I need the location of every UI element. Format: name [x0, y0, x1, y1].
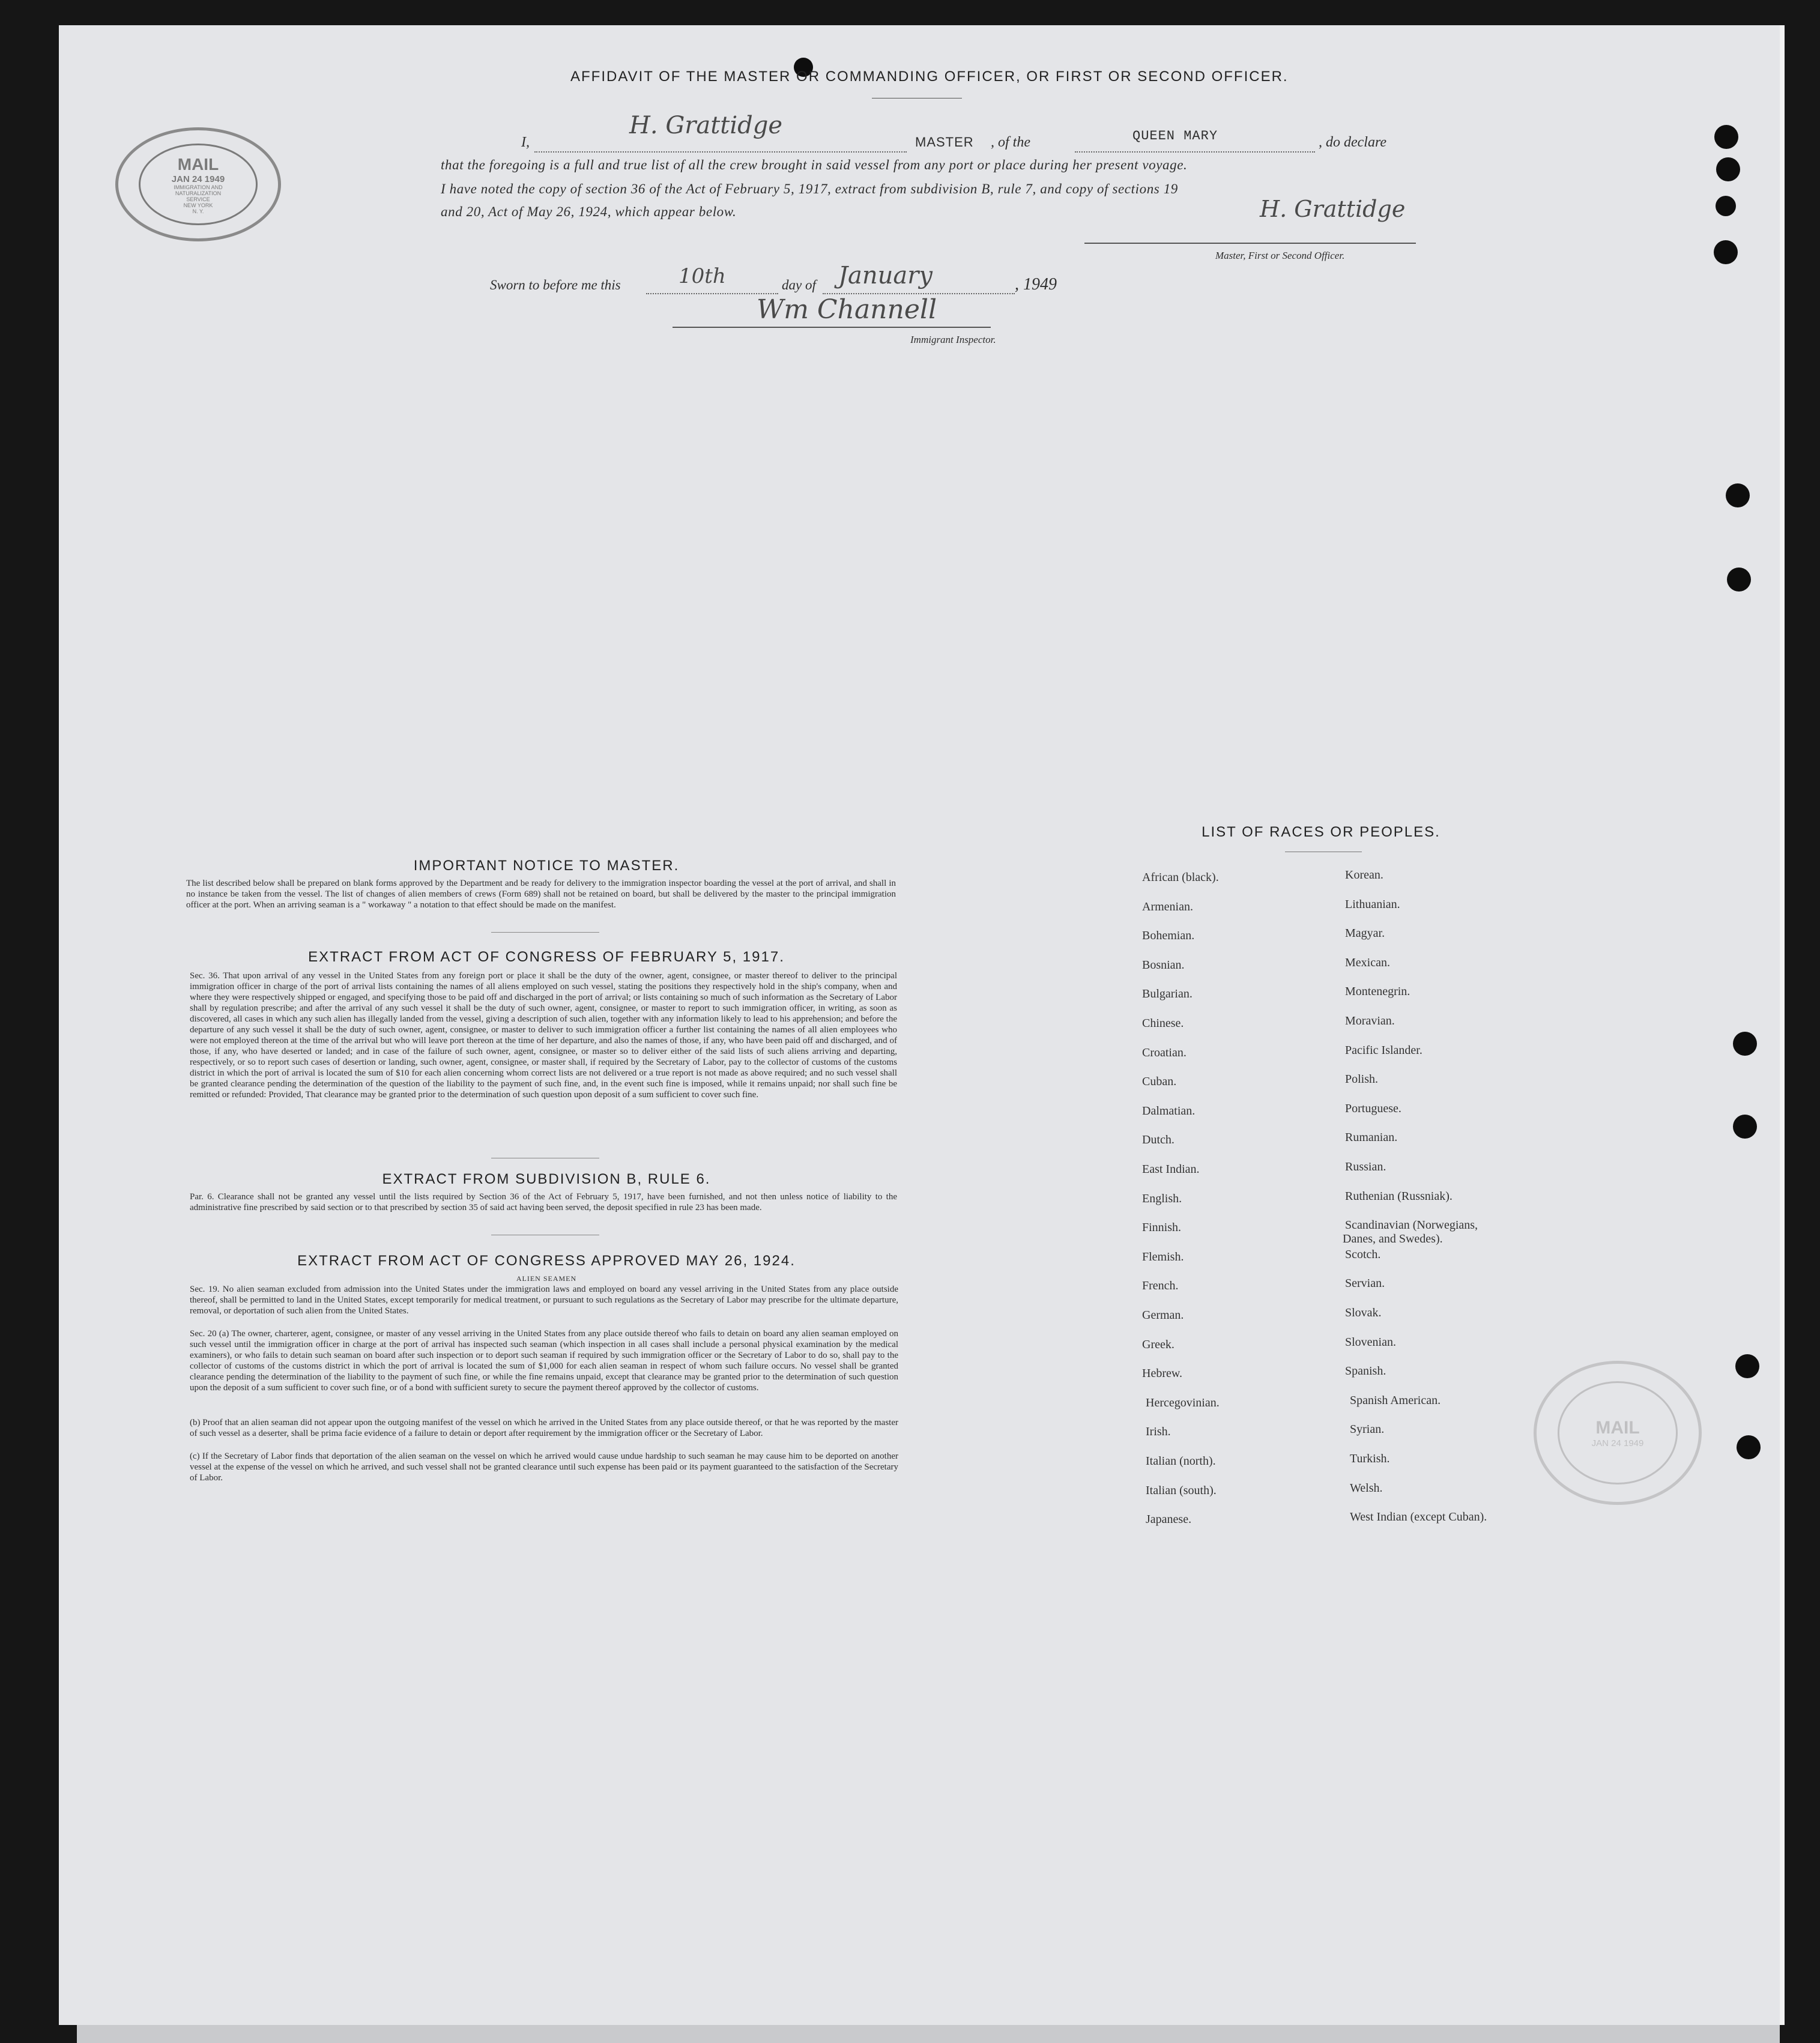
race-item: Servian.	[1345, 1277, 1385, 1290]
sworn-year: , 1949	[1015, 275, 1057, 294]
race-item: Hercegovinian.	[1146, 1396, 1220, 1409]
do-declare-label: , do declare	[1319, 135, 1387, 150]
race-item: Pacific Islander.	[1345, 1044, 1422, 1057]
race-item: African (black).	[1142, 871, 1219, 884]
race-item: English.	[1142, 1192, 1182, 1205]
race-item: Magyar.	[1345, 927, 1385, 940]
punch-hole	[1726, 483, 1750, 507]
punch-hole	[1737, 1435, 1761, 1459]
sworn-day: 10th	[679, 264, 726, 288]
race-item: Scotch.	[1345, 1248, 1381, 1261]
race-item: Bohemian.	[1142, 929, 1195, 942]
race-item: Spanish.	[1345, 1364, 1386, 1378]
stamp-line-5: N. Y.	[192, 208, 204, 214]
master-name-handwriting: H. Grattidge	[629, 112, 783, 139]
race-item: Turkish.	[1350, 1452, 1390, 1465]
extract2-body: Par. 6. Clearance shall not be granted any vessel until the lists required by Section 36 of the Act of February 5, 1917, have been furnished, and not then unless notice of liability to the administrative fine prescribed by said section or to that prescribed by section 35 of said act having been served, the deposit specified in rule 23 has been made.	[190, 1192, 897, 1212]
punch-hole	[1727, 568, 1751, 592]
inspector-line	[673, 327, 991, 328]
inspector-signature: Wm Channell	[757, 294, 937, 325]
affidavit-title: AFFIDAVIT OF THE MASTER OR COMMANDING OFFICER, OR FIRST OR SECOND OFFICER.	[570, 68, 1289, 85]
race-item: Greek.	[1142, 1338, 1175, 1351]
race-item: Hebrew.	[1142, 1367, 1183, 1380]
race-item: Korean.	[1345, 868, 1383, 882]
sworn-day-of: day of	[782, 277, 816, 292]
vessel-name: QUEEN MARY	[1132, 129, 1218, 144]
of-the-label: , of the	[991, 135, 1030, 150]
race-item: Slovak.	[1345, 1306, 1382, 1319]
race-item: Bosnian.	[1142, 958, 1185, 972]
stamp-line-4: NEW YORK	[183, 202, 213, 208]
race-item: Chinese.	[1142, 1017, 1184, 1030]
race-item: Japanese.	[1146, 1513, 1192, 1526]
race-item: Flemish.	[1142, 1250, 1184, 1264]
extract3-subtitle: ALIEN SEAMEN	[516, 1274, 577, 1283]
punch-hole	[1714, 125, 1738, 149]
stamp-mail-text: MAIL	[1595, 1417, 1640, 1438]
page-shadow	[77, 2025, 1780, 2043]
affidavit-line-2: that the foregoing is a full and true list of all the crew brought in said vessel from any port or place during her present voyage.	[441, 157, 1188, 172]
affidavit-line-4: and 20, Act of May 26, 1924, which appear below.	[441, 204, 737, 219]
vessel-name-line	[1075, 151, 1315, 153]
inspector-caption: Immigrant Inspector.	[910, 334, 996, 345]
master-label: MASTER	[915, 135, 974, 150]
race-item: Bulgarian.	[1142, 987, 1193, 1000]
master-name-line	[534, 151, 907, 153]
punch-hole	[1714, 240, 1738, 264]
race-item: Moravian.	[1345, 1014, 1395, 1028]
stamp-date: JAN 24 1949	[1591, 1438, 1644, 1448]
race-item: Italian (south).	[1146, 1484, 1217, 1497]
race-item: Ruthenian (Russniak).	[1345, 1190, 1453, 1203]
race-item: East Indian.	[1142, 1163, 1200, 1176]
extract3-sec20a: Sec. 20 (a) The owner, charterer, agent, consignee, or master of any vessel arriving in the United States from any place outside thereof who fails to detain on board any alien seaman employed on such vessel until the immigration officer in charge at the port of arrival has inspected such seaman (which inspection in all cases shall include a personal physical examination by the medical examiners), or who fails to detain such seaman on board after such inspection or to deport such seaman if required by such immigration officer or the Secretary of Labor to do so, shall pay to the collector of customs of the customs district in which the port of arrival is located the sum of $1,000 for each alien seaman in respect of whom such failure occurs. No vessel shall be granted clearance pending the determination of the liability to the payment of such fine, or while the fine remains unpaid, except that clearance may be granted prior to the determination of such question upon the deposit of a sum sufficient to cover such fine, or of a bond with sufficient surety to secure the payment thereof approved by the collector of customs.	[190, 1329, 898, 1393]
punch-hole	[1716, 157, 1740, 181]
punch-hole	[1735, 1354, 1759, 1378]
extract3-sec20b: (b) Proof that an alien seaman did not appear upon the outgoing manifest of the vessel on which he arrived in the United States from any place outside thereof, or that he was reported by the master of such vessel as a deserter, shall be prima facie evidence of a failure to detain or deport after requirement by the immigration officer or the Secretary of Labor.	[190, 1418, 898, 1438]
extract1-title: EXTRACT FROM ACT OF CONGRESS OF FEBRUARY 5, 1917.	[308, 949, 785, 965]
race-item: Slovenian.	[1345, 1336, 1396, 1349]
punch-hole	[1733, 1032, 1757, 1056]
page-edge	[1780, 25, 1785, 2025]
race-item: Dutch.	[1142, 1133, 1175, 1146]
extract1-body: Sec. 36. That upon arrival of any vessel in the United States from any foreign port or place it shall be the duty of the owner, agent, consignee, or master thereof to deliver to the principal immigration officer in charge of the port of arrival lists containing the names of all aliens employed on such vessel, stating the positions they respectively hold in the ship's company, when and where they were respectively shipped or engaged, and specifying those to be paid off and discharged in the port of arrival; or lists containing so much of such information as the Secretary of Labor shall by regulation prescribe; and after the arrival of any such vessel it shall be the duty of such owner, agent, consignee, or master to report to such immigration officer, in writing, as soon as discovered, all cases in which any such alien has illegally landed from the vessel, giving a description of such alien, together with any information likely to lead to his apprehension; and before the departure of any such vessel it shall be the duty of such owner, agent, consignee, or master to deliver to such immigration officer a further list containing the names of all alien employees who were not employed thereon at the time of the arrival but who will leave port thereon at the time of her departure, and also the names of those, if any, who have been paid off and discharged, and of those, if any, who have deserted or landed; and in case of the failure of such owner, agent, consignee, or master so to deliver either of the said lists of such aliens arriving and departing, respectively, or so to report such cases of desertion or landing, such owner, agent, consignee, or master shall, if required by the Secretary of Labor, pay to the collector of customs of the customs district in which the port of arrival is located the sum of $10 for each alien concerning whom correct lists are not delivered or a true report is not made as above required; and no such vessel shall be granted clearance pending the determination of the question of the liability to the payment of such fine, and, in the event such fine is imposed, while it remains unpaid; nor shall such fine be remitted or refunded: Provided, That clearance may be granted prior to the determination of such question upon deposit of a sum sufficient to cover such fine.	[190, 971, 897, 1100]
mail-stamp-bottom	[1534, 1361, 1702, 1505]
stamp-mail-text: MAIL	[177, 154, 219, 174]
race-item: Lithuanian.	[1345, 898, 1400, 911]
extract3-sec19: Sec. 19. No alien seaman excluded from admission into the United States under the immigration laws and employed on board any vessel arriving in the United States from any place outside thereof, shall be permitted to land in the United States, except temporarily for medical treatment, or pursuant to such regulations as the Secretary of Labor may prescribe for the ultimate departure, removal, or deportation of such alien from the United States.	[190, 1285, 898, 1316]
notice-body: The list described below shall be prepared on blank forms approved by the Department and be ready for delivery to the immigration inspector boarding the vessel at the port of arrival, and shall in no instance be taken from the vessel. The list of changes of alien members of crews (Form 689) shall not be retained on board, but shall be delivered by the master to the principal immigration officer at the port. When an arriving seaman is a " workaway " a notation to that effect should be made on the manifest.	[186, 879, 896, 910]
race-item: Italian (north).	[1146, 1454, 1216, 1468]
master-signature: H. Grattidge	[1260, 196, 1406, 222]
sworn-prefix: Sworn to before me this	[490, 277, 621, 292]
race-item: Syrian.	[1350, 1423, 1385, 1436]
signature-line	[1084, 243, 1416, 244]
race-scandinavian-continued: Danes, and Swedes).	[1343, 1232, 1443, 1245]
signature-caption: Master, First or Second Officer.	[1215, 250, 1345, 261]
race-item: Armenian.	[1142, 900, 1193, 913]
punch-hole	[1716, 196, 1736, 216]
race-item: Irish.	[1146, 1425, 1171, 1438]
notice-title: IMPORTANT NOTICE TO MASTER.	[413, 858, 680, 874]
race-item: Mexican.	[1345, 956, 1390, 969]
race-item: Polish.	[1345, 1073, 1379, 1086]
race-item: Dalmatian.	[1142, 1104, 1196, 1118]
race-item: Croatian.	[1142, 1046, 1187, 1059]
race-item: French.	[1142, 1279, 1179, 1292]
punch-hole	[1733, 1115, 1757, 1139]
extract3-title: EXTRACT FROM ACT OF CONGRESS APPROVED MAY 26, 1924.	[297, 1253, 796, 1269]
race-item: Finnish.	[1142, 1221, 1182, 1234]
extract3-sec20c: (c) If the Secretary of Labor finds that deportation of the alien seaman on the vessel on which he arrived would cause undue hardship to such seaman he may cause him to be deported on another vessel at the expense of the vessel on which he arrived, and such vessel shall not be granted clearance until such expense has been paid or its payment guaranteed to the satisfaction of the Secretary of Labor.	[190, 1451, 898, 1483]
race-item: Scandinavian (Norwegians,	[1345, 1218, 1478, 1232]
race-item: Welsh.	[1350, 1482, 1383, 1495]
mail-stamp-top	[115, 127, 281, 241]
i-label: I,	[521, 135, 530, 150]
affidavit-line-3: I have noted the copy of section 36 of the Act of February 5, 1917, extract from subdivision B, rule 7, and copy of sections 19	[441, 181, 1178, 196]
sworn-month: January	[838, 262, 933, 289]
race-item: Russian.	[1345, 1160, 1386, 1173]
stamp-date: JAN 24 1949	[171, 174, 225, 184]
divider	[491, 932, 599, 933]
race-item: Portuguese.	[1345, 1102, 1401, 1115]
race-item: West Indian (except Cuban).	[1350, 1510, 1487, 1524]
race-item: Montenegrin.	[1345, 985, 1410, 998]
stamp-line-1: IMMIGRATION AND	[174, 184, 223, 190]
race-item: Rumanian.	[1345, 1131, 1398, 1144]
race-item: Spanish American.	[1350, 1394, 1441, 1407]
races-title: LIST OF RACES OR PEOPLES.	[1202, 824, 1441, 840]
stamp-line-3: SERVICE	[186, 196, 210, 202]
extract2-title: EXTRACT FROM SUBDIVISION B, RULE 6.	[382, 1171, 711, 1187]
stamp-line-2: NATURALIZATION	[175, 190, 222, 196]
race-item: German.	[1142, 1309, 1184, 1322]
race-item: Cuban.	[1142, 1075, 1177, 1088]
